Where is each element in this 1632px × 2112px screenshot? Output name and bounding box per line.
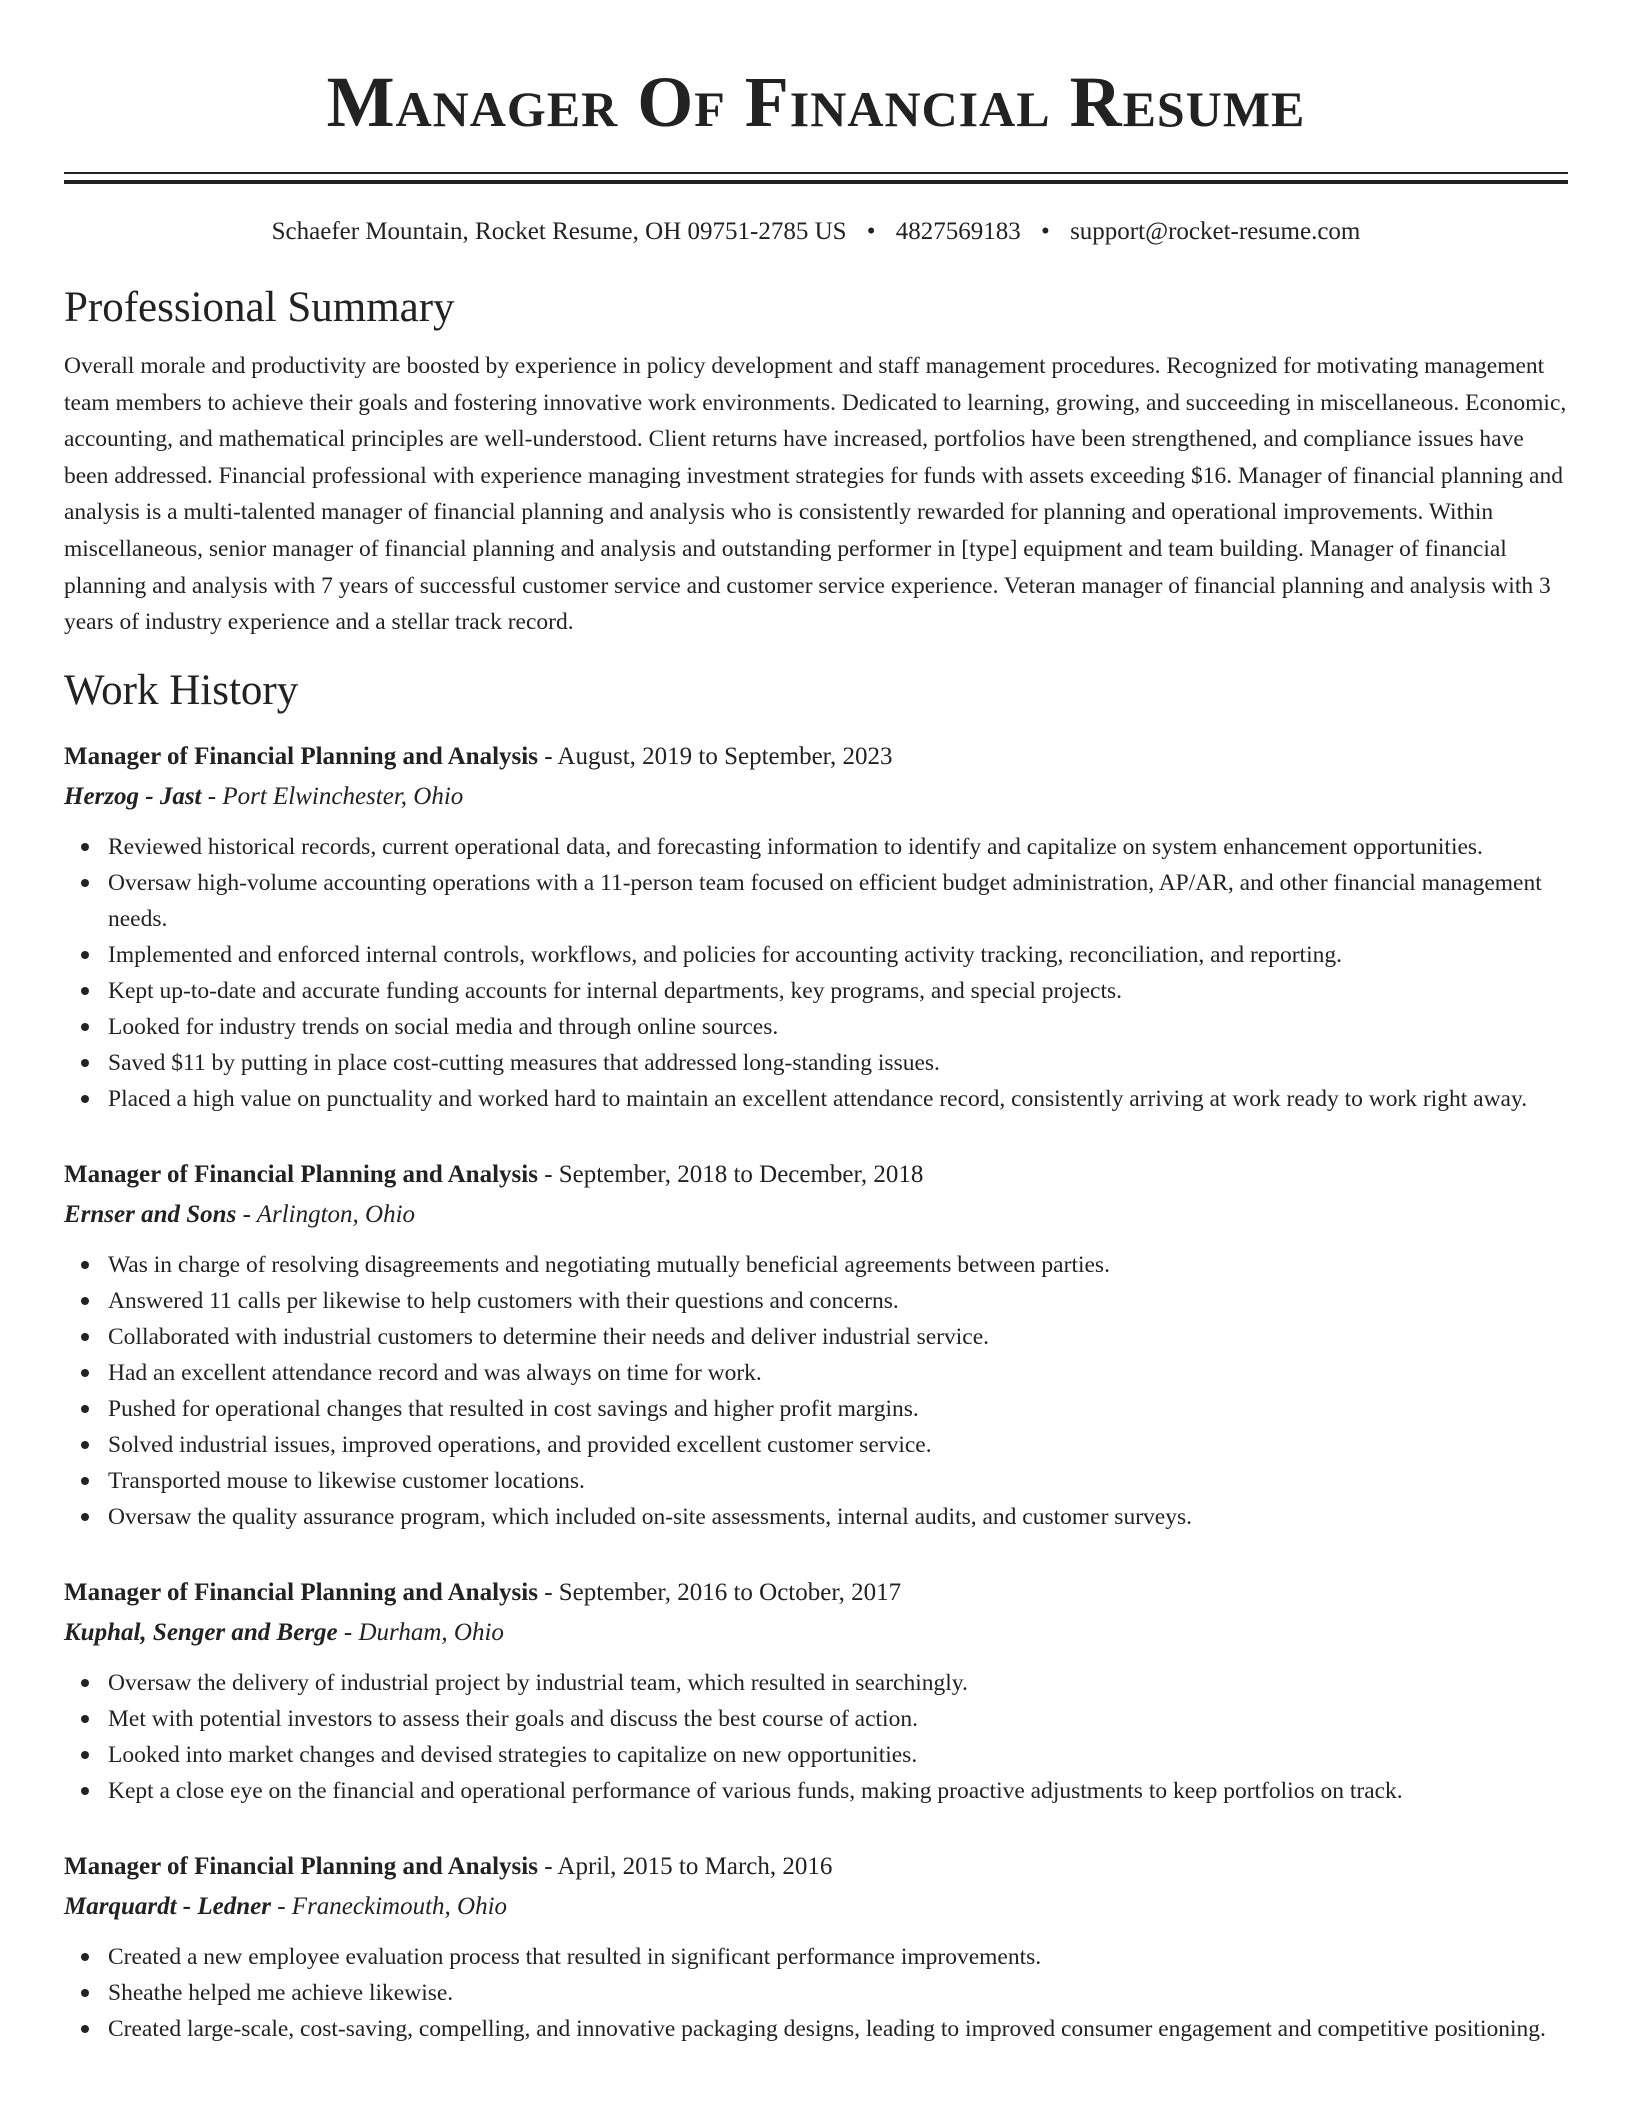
- job-title: Manager of Financial Planning and Analysis: [64, 1160, 538, 1188]
- job-bullet-text: Implemented and enforced internal controls, workflows, and policies for accounting activity tracking, reconciliation, and reporting.: [108, 941, 1342, 968]
- job-bullet-item: [64, 1737, 1568, 1773]
- job-bullet-item: [64, 829, 1568, 865]
- job-bullet-text: Looked into market changes and devised strategies to capitalize on new opportunities.: [108, 1741, 918, 1768]
- job-bullet-text: Oversaw the delivery of industrial project by industrial team, which resulted in searchingly.: [108, 1669, 968, 1696]
- job-location: Franeckimouth, Ohio: [291, 1892, 508, 1920]
- bullet-dot-icon: [81, 1297, 89, 1305]
- employer-name: Kuphal, Senger and Berge: [64, 1618, 338, 1646]
- job-bullet-list: [64, 1939, 1568, 2047]
- job-entry: [64, 1155, 1568, 1535]
- contact-phone: 4827569183: [895, 218, 1021, 245]
- job-bullet-item: [64, 937, 1568, 973]
- job-bullet-item: [64, 1081, 1568, 1117]
- job-heading-line: [64, 737, 1568, 777]
- bullet-dot-icon: [81, 1369, 89, 1377]
- job-bullet-text: Looked for industry trends on social media and through online sources.: [108, 1013, 779, 1040]
- job-bullet-item: [64, 1045, 1568, 1081]
- job-bullet-list: [64, 1665, 1568, 1809]
- job-bullet-item: [64, 1939, 1568, 1975]
- bullet-dot-icon: [81, 1095, 89, 1103]
- job-bullet-item: [64, 973, 1568, 1009]
- job-bullet-text: Created large-scale, cost-saving, compelling, and innovative packaging designs, leading to improved consumer engagement and competitive positioning.: [108, 2015, 1546, 2042]
- job-heading-line: [64, 1847, 1568, 1887]
- job-bullet-text: Oversaw the quality assurance program, which included on-site assessments, internal audits, and customer surveys.: [108, 1503, 1192, 1530]
- job-dates: September, 2018 to December, 2018: [558, 1160, 924, 1188]
- job-bullet-item: [64, 1975, 1568, 2011]
- bullet-dot-icon: [81, 1513, 89, 1521]
- job-bullet-text: Answered 11 calls per likewise to help customers with their questions and concerns.: [108, 1287, 899, 1314]
- bullet-dot-icon: [81, 2025, 89, 2033]
- employer-dash: -: [337, 1618, 359, 1646]
- summary-text: Overall morale and productivity are boosted by experience in policy development and staff management procedures. Recognized for motivating management team members to achieve their goals and fostering innovative work environments. Dedicated to learning, growing, and succeeding in miscellaneous. Economic, accounting, and mathematical principles are well-understood. Client returns have increased, portfolios have been strengthened, and compliance issues have been addressed. Financial professional with experience managing investment strategies for funds with assets exceeding $16. Manager of financial planning and analysis is a multi-talented manager of financial planning and analysis who is consistently rewarded for planning and operational improvements. Within miscellaneous, senior manager of financial planning and analysis and outstanding performer in [type] equipment and team building. Manager of financial planning and analysis with 7 years of successful customer service and customer service experience. Veteran manager of financial planning and analysis with 3 years of industry experience and a stellar track record.: [64, 353, 1567, 636]
- job-bullet-text: Placed a high value on punctuality and worked hard to maintain an excellent attendance record, consistently arriving at work ready to work right away.: [108, 1085, 1528, 1112]
- job-entry: [64, 737, 1568, 1117]
- job-dash: -: [537, 1852, 558, 1880]
- bullet-dot-icon: [81, 987, 89, 995]
- job-bullet-text: Was in charge of resolving disagreements and negotiating mutually beneficial agreements between parties.: [108, 1251, 1110, 1278]
- job-bullet-text: Had an excellent attendance record and was always on time for work.: [108, 1359, 762, 1386]
- job-bullet-text: Reviewed historical records, current operational data, and forecasting information to identify and capitalize on system enhancement opportunities.: [108, 833, 1483, 860]
- title-divider: [64, 172, 1568, 184]
- job-bullet-item: [64, 1009, 1568, 1045]
- bullet-dot-icon: [81, 1405, 89, 1413]
- resume-title: Manager Of Financial Resume: [326, 62, 1306, 142]
- job-bullet-text: Oversaw high-volume accounting operations with a 11-person team focused on efficient budget administration, AP/AR, and other financial management needs.: [108, 869, 1542, 932]
- employer-line: [64, 1887, 1568, 1927]
- job-bullet-text: Kept a close eye on the financial and operational performance of various funds, making proactive adjustments to keep portfolios on track.: [108, 1777, 1403, 1804]
- job-bullet-text: Solved industrial issues, improved operations, and provided excellent customer service.: [108, 1431, 932, 1458]
- job-dash: -: [537, 742, 558, 770]
- job-bullet-item: [64, 1773, 1568, 1809]
- bullet-dot-icon: [81, 1023, 89, 1031]
- job-bullet-text: Created a new employee evaluation process that resulted in significant performance improvements.: [108, 1943, 1042, 1970]
- job-bullet-text: Kept up-to-date and accurate funding accounts for internal departments, key programs, and special projects.: [108, 977, 1123, 1004]
- employer-name: Marquardt - Ledner: [64, 1892, 271, 1920]
- bullet-dot-icon: [81, 1477, 89, 1485]
- employer-dash: -: [201, 782, 223, 810]
- job-bullet-text: Saved $11 by putting in place cost-cutting measures that addressed long-standing issues.: [108, 1049, 940, 1076]
- bullet-dot-icon: [81, 1989, 89, 1997]
- job-bullet-item: [64, 1665, 1568, 1701]
- job-dates: August, 2019 to September, 2023: [557, 742, 893, 770]
- job-bullet-list: [64, 1247, 1568, 1535]
- job-location: Durham, Ohio: [358, 1618, 504, 1646]
- contact-line: [64, 216, 1568, 248]
- contact-separator: •: [866, 218, 876, 245]
- job-bullet-item: [64, 1427, 1568, 1463]
- employer-name: Herzog - Jast: [64, 782, 202, 810]
- job-bullet-item: [64, 2011, 1568, 2047]
- job-title: Manager of Financial Planning and Analysis: [64, 1578, 538, 1606]
- job-bullet-item: [64, 1701, 1568, 1737]
- contact-address: Schaefer Mountain, Rocket Resume, OH 09751-2785 US: [271, 218, 847, 245]
- job-heading-line: [64, 1573, 1568, 1613]
- job-entry: [64, 1847, 1568, 2047]
- job-bullet-text: Sheathe helped me achieve likewise.: [108, 1979, 454, 2006]
- job-bullet-text: Collaborated with industrial customers to determine their needs and deliver industrial service.: [108, 1323, 989, 1350]
- job-bullet-item: [64, 865, 1568, 937]
- job-bullet-item: [64, 1391, 1568, 1427]
- bullet-dot-icon: [81, 1787, 89, 1795]
- job-heading-line: [64, 1155, 1568, 1195]
- job-bullet-item: [64, 1463, 1568, 1499]
- contact-email: support@rocket-resume.com: [1070, 218, 1361, 245]
- bullet-dot-icon: [81, 1715, 89, 1723]
- employer-line: [64, 1195, 1568, 1235]
- job-entry: [64, 1573, 1568, 1809]
- job-dash: -: [537, 1578, 559, 1606]
- bullet-dot-icon: [81, 1261, 89, 1269]
- employer-dash: -: [236, 1200, 257, 1228]
- employer-line: [64, 1613, 1568, 1653]
- job-bullet-text: Met with potential investors to assess their goals and discuss the best course of action.: [108, 1705, 918, 1732]
- bullet-dot-icon: [81, 1059, 89, 1067]
- job-bullet-text: Transported mouse to likewise customer locations.: [108, 1467, 585, 1494]
- job-bullet-item: [64, 1319, 1568, 1355]
- job-dash: -: [537, 1160, 559, 1188]
- job-bullet-item: [64, 1247, 1568, 1283]
- bullet-dot-icon: [81, 843, 89, 851]
- employer-name: Ernser and Sons: [64, 1200, 237, 1228]
- employer-dash: -: [270, 1892, 292, 1920]
- job-location: Arlington, Ohio: [256, 1200, 416, 1228]
- job-bullet-item: [64, 1355, 1568, 1391]
- bullet-dot-icon: [81, 879, 89, 887]
- employer-line: [64, 777, 1568, 817]
- job-dates: September, 2016 to October, 2017: [558, 1578, 902, 1606]
- bullet-dot-icon: [81, 951, 89, 959]
- bullet-dot-icon: [81, 1953, 89, 1961]
- bullet-dot-icon: [81, 1679, 89, 1687]
- bullet-dot-icon: [81, 1333, 89, 1341]
- summary-heading: Professional Summary: [64, 284, 455, 331]
- job-title: Manager of Financial Planning and Analysis: [64, 1852, 538, 1880]
- work-history-heading: Work History: [64, 666, 299, 714]
- job-bullet-item: [64, 1499, 1568, 1535]
- contact-separator: •: [1041, 218, 1050, 245]
- job-bullet-item: [64, 1283, 1568, 1319]
- job-dates: April, 2015 to March, 2016: [557, 1852, 833, 1880]
- job-bullet-text: Pushed for operational changes that resulted in cost savings and higher profit margins.: [108, 1395, 919, 1422]
- bullet-dot-icon: [81, 1441, 89, 1449]
- job-title: Manager of Financial Planning and Analysis: [64, 742, 538, 770]
- bullet-dot-icon: [81, 1751, 89, 1759]
- job-bullet-list: [64, 829, 1568, 1117]
- job-location: Port Elwinchester, Ohio: [222, 782, 464, 810]
- work-history-list: [64, 737, 1568, 2047]
